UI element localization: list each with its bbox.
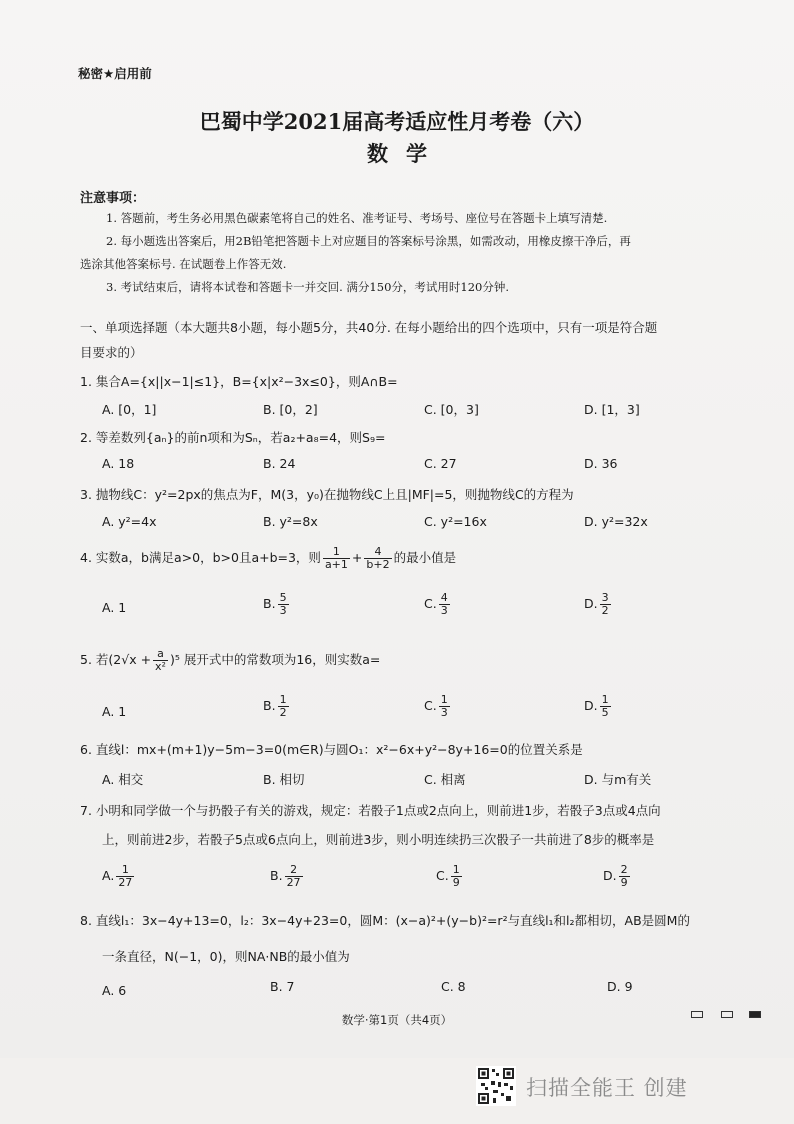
question-7-option-b: B. $\frac{2}{27}$ — [270, 863, 301, 889]
q5-frac: $\frac{a}{\text{x²}}$ — [155, 647, 166, 673]
question-4-stem: 4. 实数a，b满足a>0，b>0且a+b=3，则 $\frac{1}{a+1}$ + $\frac{4}{b+2}$ 的最小值是 — [80, 545, 457, 571]
question-3-option-c: C. y²=16x — [424, 514, 487, 529]
question-5-option-a: A. 1 — [102, 704, 127, 719]
question-3-option-b: B. y²=8x — [263, 514, 318, 529]
page-footer: 数学·第1页（共4页） — [341, 1013, 453, 1027]
question-7-stem-cont: 上，则前进2步，若骰子5点或6点向上，则前进3步，则小明连续扔三次骰子一共前进了8步的概率是 — [102, 832, 655, 847]
question-2-option-c: C. 27 — [424, 456, 457, 471]
question-8-stem-cont: 一条直径，N(−1，0)，则NA·NB的最小值为 — [102, 949, 350, 964]
question-1-option-a: A. [0，1] — [102, 402, 157, 417]
question-3-option-d: D. y²=32x — [584, 514, 648, 529]
scanner-watermark: 扫描全能王 创建 — [526, 1076, 688, 1100]
question-5-option-c: C. $\frac{1}{3}$ — [424, 693, 448, 719]
page-marker-box-filled — [749, 1011, 761, 1018]
page-marker-box — [691, 1011, 703, 1018]
question-4-option-a: A. 1 — [102, 600, 127, 615]
question-2-option-d: D. 36 — [584, 456, 618, 471]
secret-label: 秘密★启用前 — [78, 66, 152, 81]
question-8-option-a: A. 6 — [102, 983, 127, 998]
question-6-option-c: C. 相离 — [424, 772, 466, 787]
notice-item-2: 2. 每小题选出答案后，用2B铅笔把答题卡上对应题目的答案标号涂黑，如需改动，用橡皮擦干净后，再 — [106, 234, 631, 248]
question-7-option-c: C. $\frac{1}{9}$ — [436, 863, 460, 889]
question-5-stem: 5. 若(2√x + $\frac{a}{\text{x²}}$ )⁵ 展开式中的常数项为16，则实数a= — [80, 647, 381, 673]
qr-code-icon — [476, 1066, 516, 1106]
notice-title: 注意事项： — [80, 191, 146, 206]
notice-item-1: 1. 答题前，考生务必用黑色碳素笔将自己的姓名、准考证号、考场号、座位号在答题卡上填写清楚. — [106, 211, 608, 225]
question-3-option-a: A. y²=4x — [102, 514, 157, 529]
question-4-option-d: D. $\frac{3}{2}$ — [584, 591, 609, 617]
section-heading-cont: 目要求的） — [80, 345, 143, 360]
question-5-option-b: B. $\frac{1}{2}$ — [263, 693, 287, 719]
question-7-option-a: A. $\frac{1}{27}$ — [102, 863, 133, 889]
question-6-option-d: D. 与m有关 — [584, 772, 652, 787]
question-5-option-d: D. $\frac{1}{5}$ — [584, 693, 609, 719]
q4-frac-1: $\frac{1}{a+1}$ — [324, 545, 348, 571]
question-6-option-b: B. 相切 — [263, 772, 305, 787]
question-2-option-b: B. 24 — [263, 456, 296, 471]
question-2-stem: 2. 等差数列{aₙ}的前n项和为Sₙ，若a₂+a₈=4，则S₉= — [80, 430, 386, 445]
question-4-option-b: B. $\frac{5}{3}$ — [263, 591, 287, 617]
question-8-option-d: D. 9 — [607, 979, 633, 994]
page-marker-box — [721, 1011, 733, 1018]
exam-title: 巴蜀中学2021届高考适应性月考卷（六） — [199, 109, 595, 134]
question-1-option-b: B. [0，2] — [263, 402, 318, 417]
q4-frac-2: $\frac{4}{b+2}$ — [366, 545, 390, 571]
question-1-option-d: D. [1，3] — [584, 402, 640, 417]
question-8-option-b: B. 7 — [270, 979, 295, 994]
subject-title: 数学 — [367, 141, 445, 166]
question-2-option-a: A. 18 — [102, 456, 135, 471]
question-1-option-c: C. [0，3] — [424, 402, 479, 417]
section-heading: 一、单项选择题（本大题共8小题，每小题5分，共40分. 在每小题给出的四个选项中，只有一项是符合题 — [80, 320, 658, 335]
question-8-option-c: C. 8 — [441, 979, 466, 994]
question-7-option-d: D. $\frac{2}{9}$ — [603, 863, 628, 889]
question-4-option-c: C. $\frac{4}{3}$ — [424, 591, 448, 617]
question-1-stem: 1. 集合A={x||x−1|≤1}，B={x|x²−3x≤0}，则A∩B= — [80, 374, 398, 389]
question-6-option-a: A. 相交 — [102, 772, 144, 787]
question-6-stem: 6. 直线l：mx+(m+1)y−5m−3=0(m∈R)与圆O₁：x²−6x+y²−8y+16=0的位置关系是 — [80, 742, 583, 757]
question-7-stem: 7. 小明和同学做一个与扔骰子有关的游戏，规定：若骰子1点或2点向上，则前进1步，若骰子3点或4点向 — [80, 803, 661, 818]
question-3-stem: 3. 抛物线C：y²=2px的焦点为F，M(3，y₀)在抛物线C上且|MF|=5，则抛物线C的方程为 — [80, 487, 574, 502]
question-8-stem: 8. 直线l₁：3x−4y+13=0，l₂：3x−4y+23=0，圆M：(x−a)²+(y−b)²=r²与直线l₁和l₂都相切，AB是圆M的 — [80, 913, 690, 928]
notice-item-2-cont: 选涂其他答案标号. 在试题卷上作答无效. — [80, 257, 287, 271]
notice-item-3: 3. 考试结束后，请将本试卷和答题卡一并交回. 满分150分，考试用时120分钟. — [106, 280, 509, 294]
